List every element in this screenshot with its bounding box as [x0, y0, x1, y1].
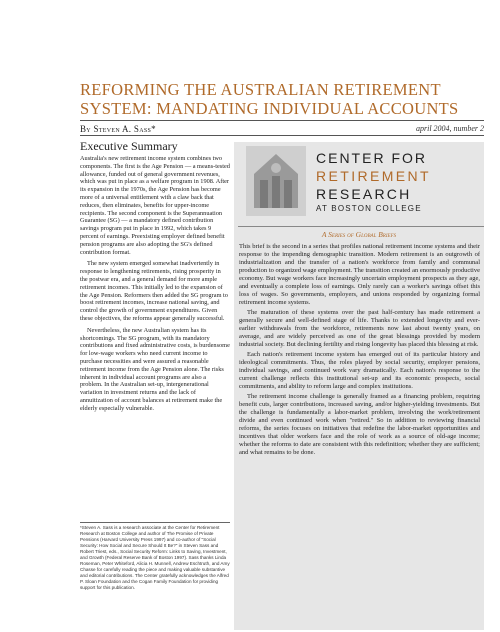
summary-paragraph-3: Nevertheless, the new Australian system has its shortcomings. The SG program, with its mandatory contributions and fixed administrative costs, is burdensome for low-wage workers who need current income to purchase necessities and were assured a reasonable retirement income from the Age Pension alone. The risks inherent in individual account programs are also a problem. In the Australian set-up, intergenerational variation in investment returns and the lack of annuitization of account balances at retirement make the elderly especially vulnerable. — [80, 326, 230, 412]
brief-paragraph-3: Each nation's retirement income system has emerged out of its particular history and ideological commitments. Thus, the roles played by social security, employer pensions, individual savings, and continued work vary dramatically. Each nation's response to the current challenge reflects this institutional set-up and its economic prospects, social commitments, and ability to reform large and complex institutions. — [239, 351, 480, 390]
footnote-rule — [80, 522, 230, 523]
brief-paragraph-2: The maturation of these systems over the past half-century has made retirement a generally secure and well-defined stage of life. Thanks to extended longevity and ever-earlier withdrawals from the workforce, retirements now last about twenty years, on average, and are widely perceived as one of the great blessings provided by modern industrial society. But declining fertility and rising longevity has placed this blessing at risk. — [239, 309, 480, 348]
center-divider — [238, 226, 484, 227]
center-line-4: AT BOSTON COLLEGE — [316, 204, 422, 213]
summary-paragraph-1: Australia's new retirement income system combines two components. The first is the Age Pension — a means-tested allowance, funded out of general government revenues, which was put in place as a welfare program in 1908. After its expansion in the 1970s, the Age Pension has become more of a universal entitlement with a claw back that reduces, then eliminates, benefits for upper-income recipients. The second component is the Superannuation Guarantee (SG) — a mandatory defined contribution savings program put in place in 1992, which takes 9 percent of earnings. Preexisting employer defined benefit pension programs are also adopting the SG's defined contribution format. — [80, 155, 230, 256]
title-line-1: REFORMING THE AUSTRALIAN RETIREMENT — [80, 80, 441, 99]
center-line-1: CENTER FOR — [316, 150, 427, 166]
header-rule-bottom — [80, 135, 484, 136]
brief-paragraph-1: This brief is the second in a series that profiles national retirement income systems and their response to the impending demographic transition. Modern retirement is an outgrowth of industrialization and the transfer of a nation's workforce from family and communal production to organized wage employment. The transition created an enormously productive economy. But wage workers face increasingly uncertain employment prospects as they age, and eventually a complete loss of earnings. Only rarely can a worker's savings offset this loss of wages. So governments, employers, and unions responded by organizing formal retirement income systems. — [239, 243, 480, 306]
boston-college-seal-icon — [246, 146, 306, 216]
title-line-2: SYSTEM: MANDATING INDIVIDUAL ACCOUNTS — [80, 99, 459, 118]
brief-body — [239, 243, 480, 628]
dateline: april 2004, number 2 — [416, 124, 484, 133]
brief-paragraph-4: The retirement income challenge is generally framed as a financing problem, requiring benefit cuts, larger contributions, increased saving, and/or higher-yielding investments. But the challenge is fundamentally a labor-market problem, involving the work/retirement divide and even continued work when "retired." So in addition to reviewing financial reforms, the series focuses on initiatives that redefine the labor-market opportunities and incentives that older workers face and the role of work as a source of old-age income; whether the reforms to date are consistent with this redefinition; whether they are sufficient; and what remains to be done. — [239, 393, 480, 456]
document-title — [80, 80, 480, 118]
author-footnote: *Steven A. Sass is a research associate at the Center for Retirement Research at Boston College and author of The Promise of Private Pensions (Harvard University Press 1997) and co-author of "Social Security: How Social and Secure Should It Be?" in Steven Sass and Robert Triest, eds., Social Security Reform: Links to Saving, Investment, and Growth (Federal Reserve Bank of Boston 1997). Sass thanks Linda Roseman, Peter Whiteford, Alicia H. Munnell, Andrew Eschtruth, and Amy Chasse for carefully reading the piece and making valuable substantive and editorial contributions. The Center gratefully acknowledges the Alfred P. Sloan Foundation and the Cogan Family Foundation for providing support for this publication. — [80, 525, 230, 590]
summary-paragraph-2: The new system emerged somewhat inadvertently in response to lengthening retirements, rising prosperity in the postwar era, and a general demand for more ample retirement incomes. This initially led to the expansion of the Age Pension. Reformers then added the SG program to boost retirement incomes, increase national saving, and control the growth of government expenditures. Given these objectives, the reforms appear generally successful. — [80, 260, 228, 322]
center-line-3: RESEARCH — [316, 186, 412, 202]
series-label: A Series of Global Briefs — [321, 230, 397, 239]
byline: By Steven A. Sass* — [80, 124, 156, 134]
center-line-2: RETIREMENT — [316, 168, 431, 184]
header-rule-top — [80, 120, 484, 121]
executive-summary-title: Executive Summary — [80, 139, 178, 153]
executive-summary-body — [80, 155, 230, 520]
center-logo — [236, 142, 486, 222]
